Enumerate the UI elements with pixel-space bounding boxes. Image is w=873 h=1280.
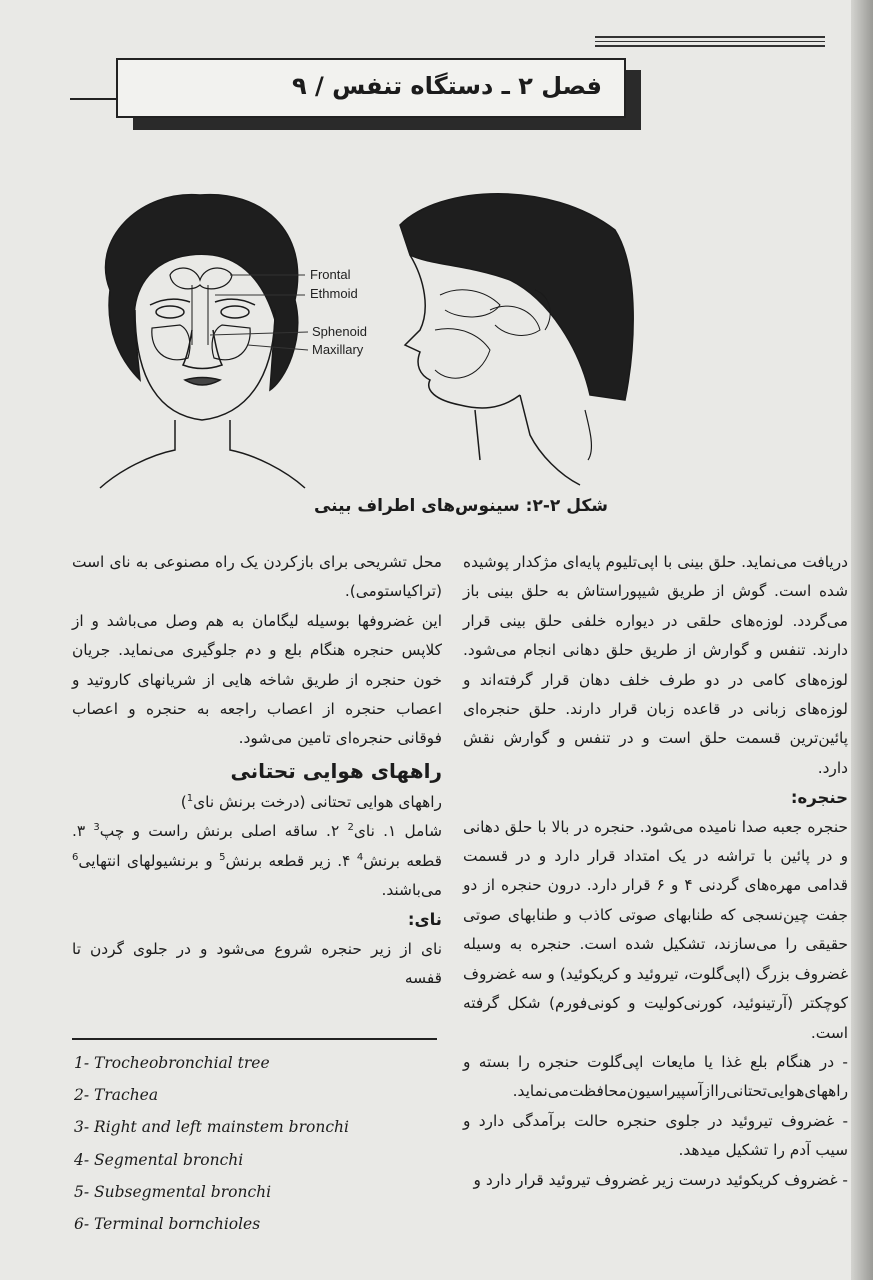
label-sphenoid: Sphenoid <box>312 324 367 339</box>
list-part-b: ۲. ساقه اصلی برنش راست و چپ <box>99 822 348 841</box>
footnote-5: 5- Subsegmental bronchi <box>74 1182 272 1201</box>
label-ethmoid: Ethmoid <box>310 286 358 301</box>
footnote-3: 3- Right and left mainstem bronchi <box>74 1118 349 1137</box>
label-maxillary: Maxillary <box>312 342 364 357</box>
footnote-2: 2- Trachea <box>74 1086 159 1105</box>
paragraph-trachea: نای از زیر حنجره شروع می‌شود و در جلوی گردن تا قفسه <box>72 939 442 988</box>
heading-trachea: نای: <box>407 910 442 930</box>
heading-lower-airways: راههای هوایی تحتانی <box>230 758 442 783</box>
list-part-c: ۳. قطعه برنش <box>72 822 442 870</box>
list-part-d: ۴. زیر قطعه برنش <box>225 851 357 870</box>
paragraph-airway-list <box>72 817 442 905</box>
bullet-cricoid: - غضروف کریکوئید درست زیر غضروف تیروئید قرار دارد و <box>473 1170 848 1189</box>
right-column <box>463 548 848 1195</box>
bullet-thyroid: - غضروف تیروئید در جلوی حنجره حالت برآمدگی دارد و سیب آدم را تشکیل میدهد. <box>463 1111 848 1160</box>
paragraph-pharynx: دریافت می‌نماید. حلق بینی با اپی‌تلیوم پایه‌ای مژکدار پوشیده شده است. گوش از طریق شیپوراستاش به حلق بینی باز می‌گردد. لوزه‌های حلقی در دیواره خلفی حلق بینی قرار دارند. تنفس و گوارش از طریق حلق دهانی انجام می‌شود. لوزه‌های کامی در دو طرف خلف دهان قرار گرفته‌اند و لوزه‌های زبانی در قاعده زبان قرار دارند. حلق حنجره‌ای پائین‌ترین قسمت حلق است و در تنفس و گوارش نقش دارد. <box>463 553 848 777</box>
page-edge <box>851 0 873 1280</box>
footnote-ref-5: 5 <box>219 851 226 863</box>
header-rule <box>70 98 118 100</box>
paragraph-cartilage: این غضروفها بوسیله لیگامان به هم وصل می‌باشد و از کلاپس حنجره هنگام بلع و دم جلوگیری می‌نماید. جریان خون حنجره از طریق شاخه هایی از شریانهای کاروتید و اعصاب حنجره از اعصاب راجعه به حنجره و اعصاب فوقانی حنجره‌ای تامین می‌شود. <box>72 611 442 748</box>
footnote-rule <box>72 1038 437 1040</box>
side-face-illustration <box>400 194 633 485</box>
footnote-ref-2: 2 <box>347 822 354 834</box>
chapter-header <box>116 58 626 118</box>
footnote-ref-4: 4 <box>356 851 364 863</box>
footnote-4: 4- Segmental bronchi <box>74 1150 244 1169</box>
footnote-ref-6: 6 <box>72 851 79 863</box>
lower-airways-intro: راههای هوایی تحتانی (درخت برنش نای <box>193 792 442 811</box>
lower-airways-paren: ) <box>180 792 187 811</box>
footnote-ref-3: 3 <box>93 822 100 834</box>
label-frontal: Frontal <box>310 267 351 282</box>
heading-larynx: حنجره: <box>790 788 848 808</box>
list-part-a: شامل ۱. نای <box>353 822 442 841</box>
paragraph-larynx: حنجره جعبه صدا نامیده می‌شود. حنجره در بالا با حلق دهانی و در پائین با تراشه در یک امتداد قرار دارد و در قسمت قدامی مهره‌های گردنی ۴ و ۶ قرار دارد. درون حنجره از دو جفت چین‌نسجی که طنابهای صوتی کاذب و طنابهای صوتی حقیقی را می‌سازند، تشکیل شده است. حنجره به وسیله غضروف بزرگ (اپی‌گلوت، تیروئید و کریکوئید) و سه غضروف کوچکتر (آرتینوئید، کورنی‌کولیت و کونی‌فورم) شکل گرفته است. <box>463 817 848 1042</box>
front-face-illustration <box>100 195 305 488</box>
paragraph-tracheostomy: محل تشریحی برای بازکردن یک راه مصنوعی به نای است (تراکیاستومی). <box>72 553 442 601</box>
footnote-1: 1- Trocheobronchial tree <box>74 1054 270 1072</box>
paragraph-lower-airways <box>72 788 442 817</box>
header-lines <box>595 36 825 52</box>
figure-caption: شکل ۲-۲: سینوس‌های اطراف بینی <box>313 496 608 516</box>
footnote-6: 6- Terminal bornchioles <box>74 1214 261 1233</box>
list-part-e: و برنشیولهای انتهایی <box>78 851 220 870</box>
footnote-ref-1: 1 <box>186 792 194 804</box>
sinus-figure <box>80 180 650 490</box>
chapter-title: فصل ۲ ـ دستگاه تنفس / ۹ <box>291 72 602 100</box>
list-part-f: می‌باشند. <box>381 881 442 900</box>
left-column <box>72 548 442 994</box>
bullet-epiglottis: - در هنگام بلع غذا یا مایعات اپی‌گلوت حنجره را بسته و راههای‌هوایی‌تحتانی‌راازآسپیراسیون‌محافظت‌می‌نماید. <box>463 1052 848 1101</box>
footnotes <box>74 1050 434 1243</box>
